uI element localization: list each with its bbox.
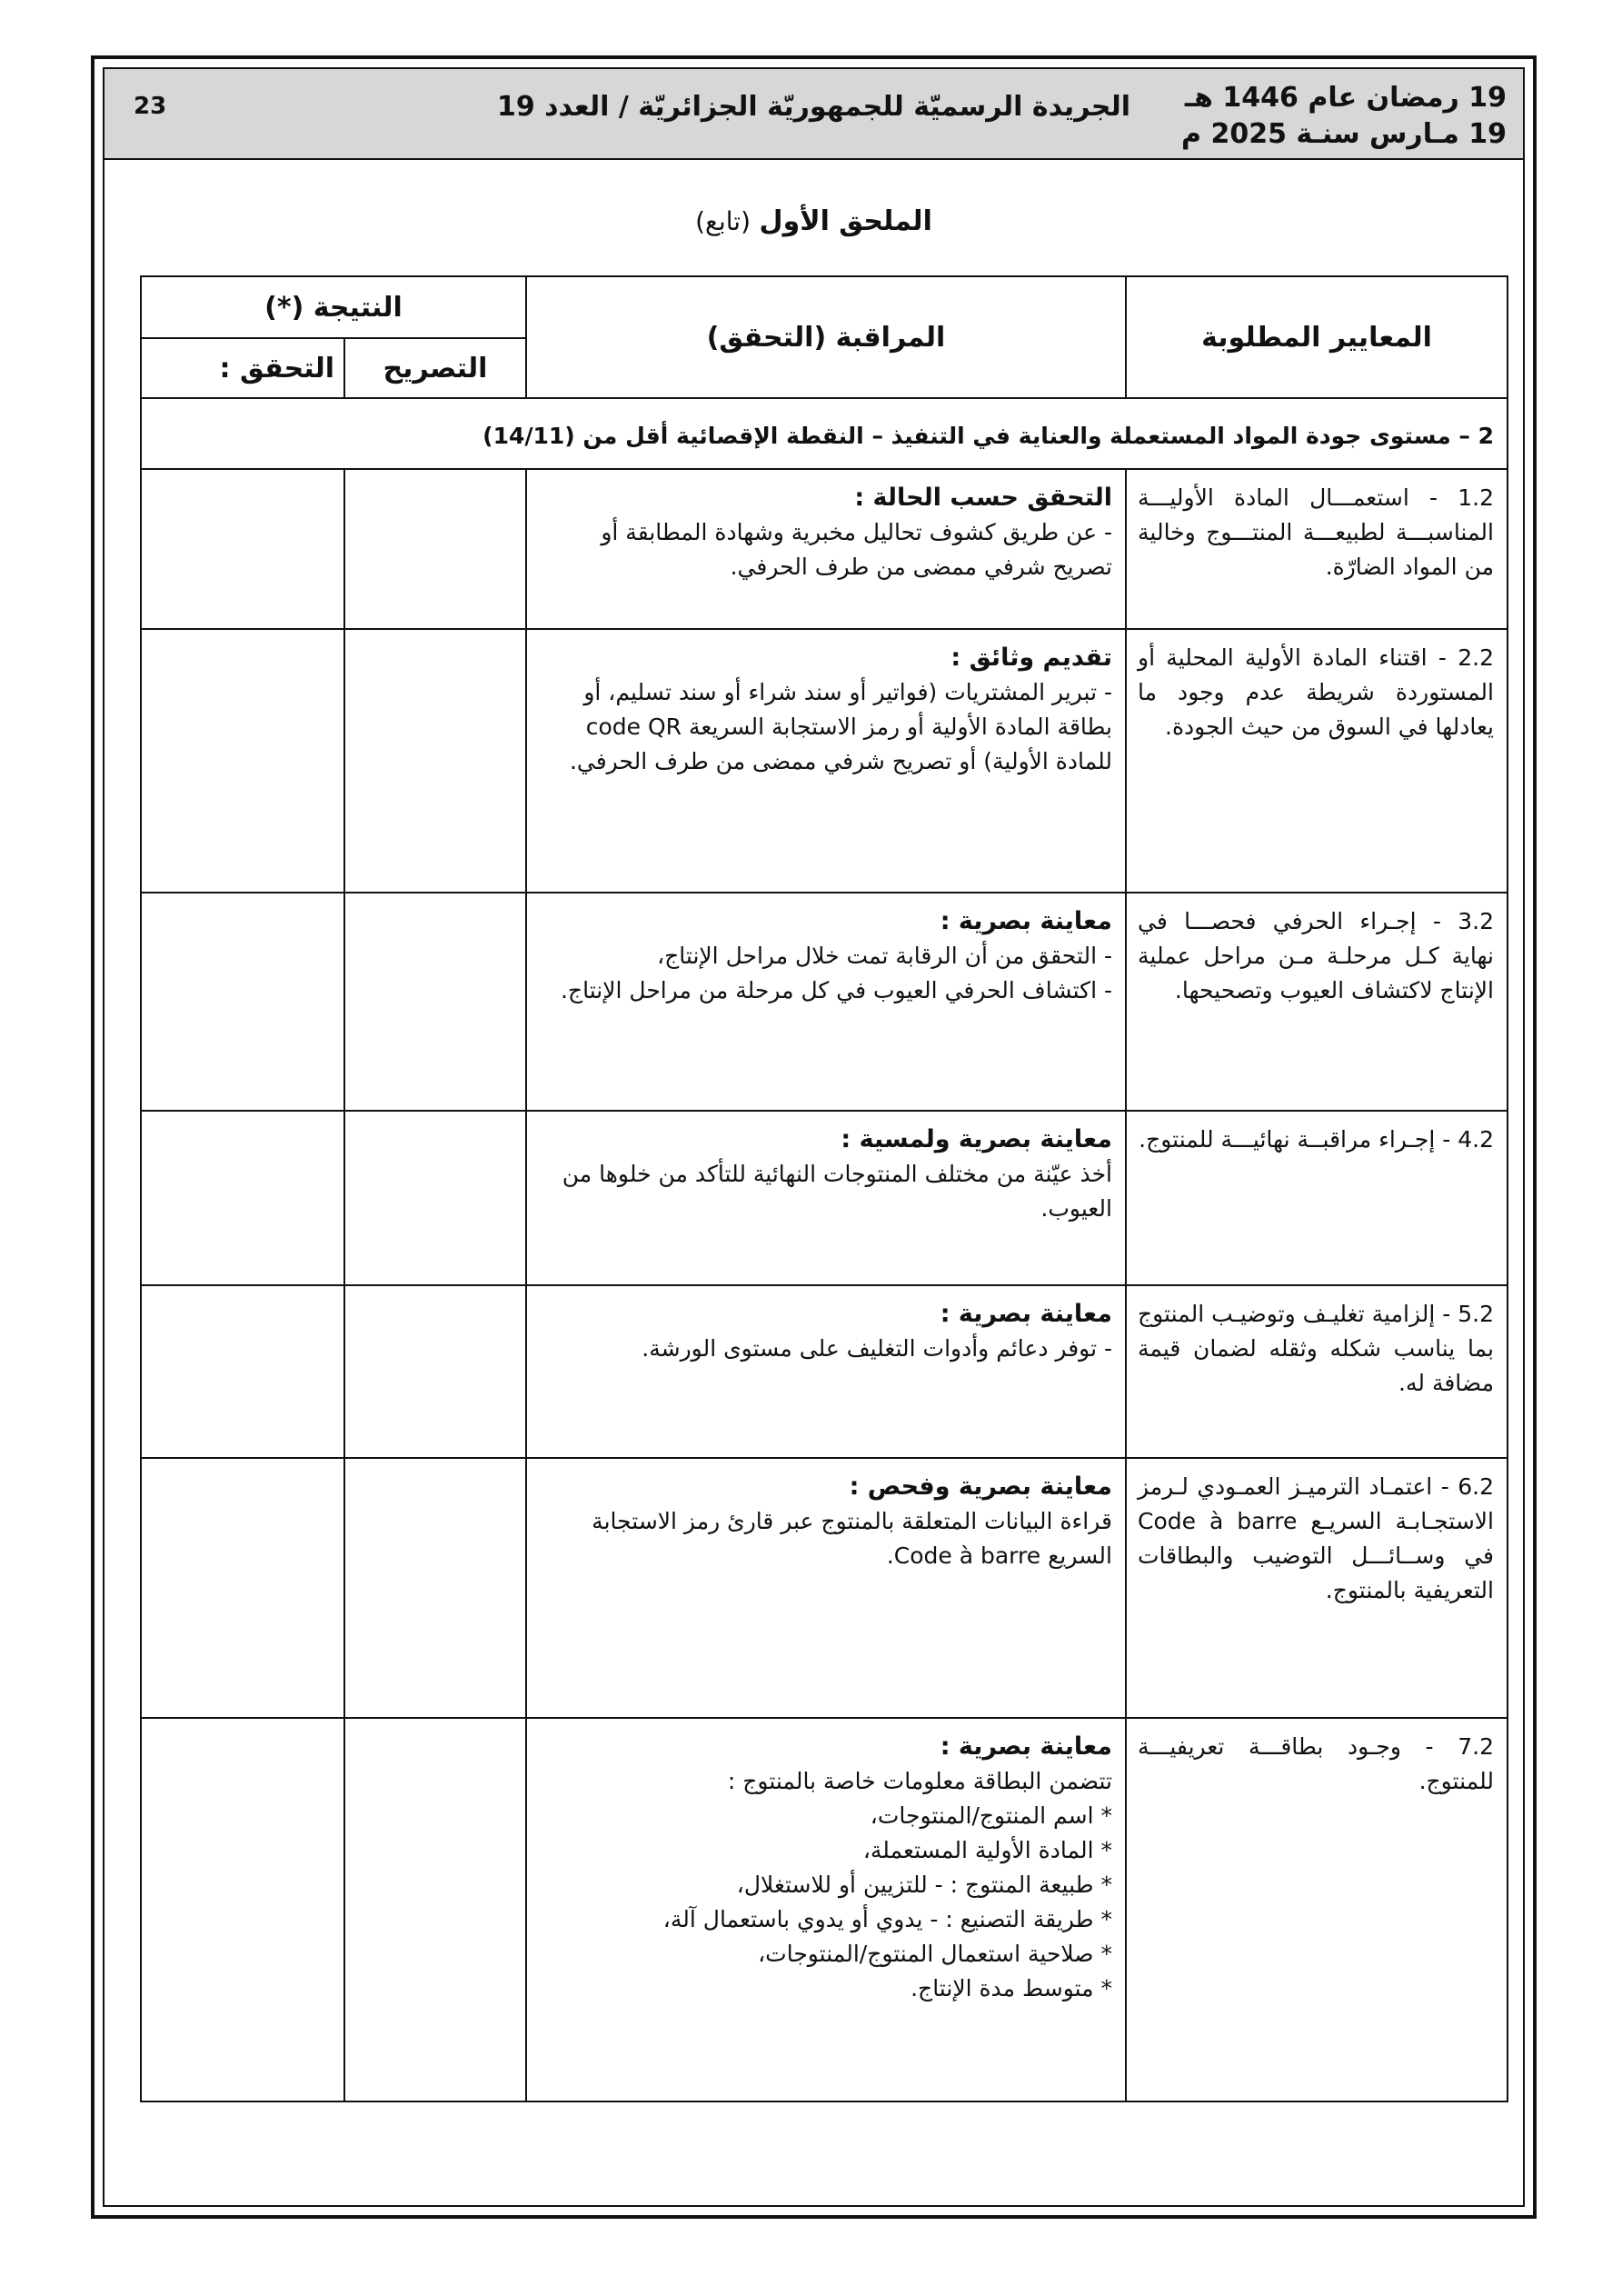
declaration-cell[interactable] [344,893,526,1111]
table-row [141,1718,1508,2101]
criterion-cell: 3.2 - إجـراء الحرفي فحصـــا في نهاية كـل مرحلـة مـن مراحل عملية الإنتاج لاكتشاف العيوب وتصحيحها. [1126,893,1508,1111]
criterion-cell: 5.2 - إلزامية تغليـف وتوضيـب المنتوج بما يناسب شكله وثقله لضمان قيمة مضافة له. [1126,1285,1508,1458]
criterion-cell: 4.2 - إجـراء مراقبــة نهائيـــة للمنتوج. [1126,1111,1508,1285]
criterion-cell: 2.2 - اقتناء المادة الأولية المحلية أو المستوردة شريطة عدم وجود ما يعادلها في السوق من حيث الجودة. [1126,629,1508,893]
criterion-cell: 1.2 - استعمـــال المادة الأوليـــة المناسبـــة لطبيعـــة المنتـــوج وخالية من المواد الضارّة. [1126,469,1508,629]
verification-cell[interactable] [141,629,344,893]
declaration-cell[interactable] [344,1111,526,1285]
table-row [141,1111,1508,1285]
annex-title [104,205,1523,237]
control-cell [526,469,1126,629]
control-cell [526,1458,1126,1718]
control-cell [526,1285,1126,1458]
table-row [141,1285,1508,1458]
date-gregorian: 19 مـارس سنـة 2025 م [1181,118,1507,150]
control-label: معاينة بصرية وفحص : [849,1472,1112,1501]
control-label: التحقق حسب الحالة : [854,484,1112,512]
page-frame [91,55,1537,2219]
declaration-cell[interactable] [344,1285,526,1458]
annex-name: الملحق الأول [759,205,932,237]
criteria-table [140,275,1508,2102]
control-label: معاينة بصرية : [940,907,1112,935]
control-cell [526,629,1126,893]
header-result: النتيجة (*) [141,276,526,338]
criterion-cell: 6.2 - اعتمـاد الترميـز العمـودي لـرمز الاستجـابـة السريـع Code à barre في وســائـــل التوضيب والبطاقات التعريفية بالمنتوج. [1126,1458,1508,1718]
control-line: * صلاحية استعمال المنتوج/المنتوجات، [758,1941,1112,1967]
verification-cell[interactable] [141,1111,344,1285]
section-row [141,398,1508,469]
criterion-cell: 7.2 - وجـود بطاقـــة تعريفيـــة للمنتوج. [1126,1718,1508,2101]
declaration-cell[interactable] [344,629,526,893]
control-line: * متوسط مدة الإنتاج. [911,1975,1112,2002]
section-title: 2 – مستوى جودة المواد المستعملة والعناية في التنفيذ – النقطة الإقصائية أقل من (14/11) [141,398,1508,469]
control-line: * المادة الأولية المستعملة، [862,1837,1112,1863]
control-line: - التحقق من أن الرقابة تمت خلال مراحل الإنتاج، [657,943,1112,969]
verification-cell[interactable] [141,893,344,1111]
table-row [141,1458,1508,1718]
table-row [141,469,1508,629]
date-hijri: 19 رمضان عام 1446 هـ [1184,82,1507,114]
control-line: * طبيعة المنتوج : - للتزيين أو للاستغلال، [736,1872,1112,1898]
control-line: - توفر دعائم وأدوات التغليف على مستوى الورشة. [642,1335,1112,1362]
declaration-cell[interactable] [344,1458,526,1718]
table-row [141,629,1508,893]
table-row [141,893,1508,1111]
header-criteria: المعايير المطلوبة [1126,276,1508,398]
control-cell [526,1718,1126,2101]
control-label: معاينة بصرية ولمسية : [841,1125,1112,1153]
issue-date [1181,80,1507,153]
control-label: تقديم وثائق : [950,644,1112,672]
control-cell [526,893,1126,1111]
header-declaration: التصريح [344,338,526,398]
control-line: * طريقة التصنيع : - يدوي أو يدوي باستعمال آلة، [662,1906,1112,1932]
control-line: - تبرير المشتريات (فواتير أو سند شراء أو سند تسليم، أو بطاقة المادة الأولية أو رمز الاستجابة السريعة code QR للمادة الأولية) أو تصريح شرفي ممضى من طرف الحرفي. [569,679,1112,774]
control-line: تتضمن البطاقة معلومات خاصة بالمنتوج : [727,1768,1112,1794]
declaration-cell[interactable] [344,1718,526,2101]
control-line: أخذ عيّنة من مختلف المنتوجات النهائية للتأكد من خلوها من العيوب. [562,1161,1112,1222]
control-line: قراءة البيانات المتعلقة بالمنتوج عبر قارئ رمز الاستجابة السريع Code à barre. [592,1508,1112,1569]
control-cell [526,1111,1126,1285]
control-line: - عن طريق كشوف تحاليل مخبرية وشهادة المطابقة أو تصريح شرفي ممضى من طرف الحرفي. [601,519,1112,580]
control-line: * اسم المنتوج/المنتوجات، [870,1802,1112,1829]
header-control: المراقبة (التحقق) [526,276,1126,398]
gazette-title: الجريدة الرسميّة للجمهوريّة الجزائريّة / العدد 19 [496,91,1131,123]
page-inner-frame [103,67,1525,2207]
page-number: 23 [134,93,167,120]
verification-cell[interactable] [141,469,344,629]
gazette-header [104,69,1523,160]
annex-subtitle: (تابع) [695,206,751,236]
control-label: معاينة بصرية : [940,1300,1112,1328]
table-body [141,469,1508,2101]
declaration-cell[interactable] [344,469,526,629]
control-label: معاينة بصرية : [940,1732,1112,1761]
control-line: - اكتشاف الحرفي العيوب في كل مرحلة من مراحل الإنتاج. [561,977,1112,1003]
header-verification: التحقق : [141,338,344,398]
verification-cell[interactable] [141,1458,344,1718]
verification-cell[interactable] [141,1285,344,1458]
verification-cell[interactable] [141,1718,344,2101]
